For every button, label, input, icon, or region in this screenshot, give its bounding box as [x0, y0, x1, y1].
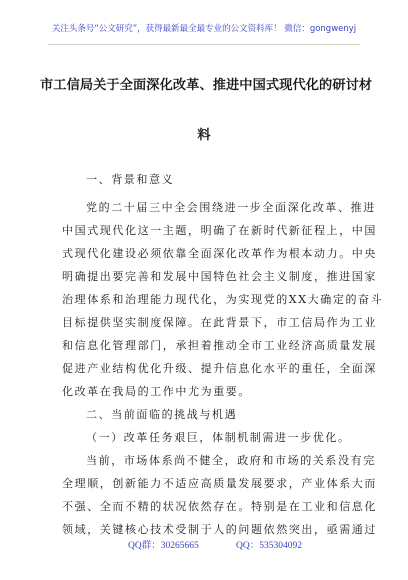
section-heading-1: 一、背景和意义: [86, 173, 175, 186]
paragraph-line: 促进产业结构优化升级、提升信息化水平的重任，全面深: [62, 362, 377, 375]
qq-group-number: QQ群：30265665: [128, 541, 199, 551]
paragraph-line: 中国式现代化这一主题，明确了在新时代新征程上，中国: [62, 224, 377, 237]
paragraph-line: 和信息化管理部门，承担着推动全市工业经济高质量发展: [62, 339, 377, 352]
paragraph-line: 领域，关键核心技术受制于人的问题依然突出，亟需通过: [62, 523, 377, 536]
paragraph-line: 治理体系和治理能力现代化，为实现党的XX大确定的奋斗: [62, 293, 384, 306]
header-divider: [48, 44, 360, 45]
paragraph-line: 当前，市场体系尚不健全，政府和市场的关系没有完: [86, 454, 376, 467]
paragraph-line: 全理顺，创新能力不适应高质量发展要求，产业体系大而: [62, 477, 377, 490]
subsection-heading: （一）改革任务艰巨，体制机制需进一步优化。: [86, 431, 351, 444]
section-heading-2: 二、当前面临的挑战与机遇: [86, 408, 238, 421]
paragraph-line: 目标提供坚实制度保障。在此背景下，市工信局作为工业: [62, 316, 377, 329]
document-title-line-2: 料: [197, 128, 211, 143]
document-title-line-1: 市工信局关于全面深化改革、推进中国式现代化的研讨材: [40, 78, 373, 93]
promo-banner: 关注头条号“公文研究”，获得最新最全最专业的公文资料库！ 微信：gongwenyj: [51, 24, 357, 34]
paragraph-line: 明确提出要完善和发展中国特色社会主义制度，推进国家: [62, 270, 377, 283]
paragraph-line: 化改革在我局的工作中尤为重要。: [62, 385, 251, 398]
qq-number: QQ：535304092: [236, 541, 302, 551]
paragraph-line: 不强、全而不精的状况依然存在。特别是在工业和信息化: [62, 500, 377, 513]
paragraph-line: 党的二十届三中全会围绕进一步全面深化改革、推进: [86, 201, 376, 214]
paragraph-line: 式现代化建设必须依靠全面深化改革作为根本动力。中央: [62, 247, 377, 260]
